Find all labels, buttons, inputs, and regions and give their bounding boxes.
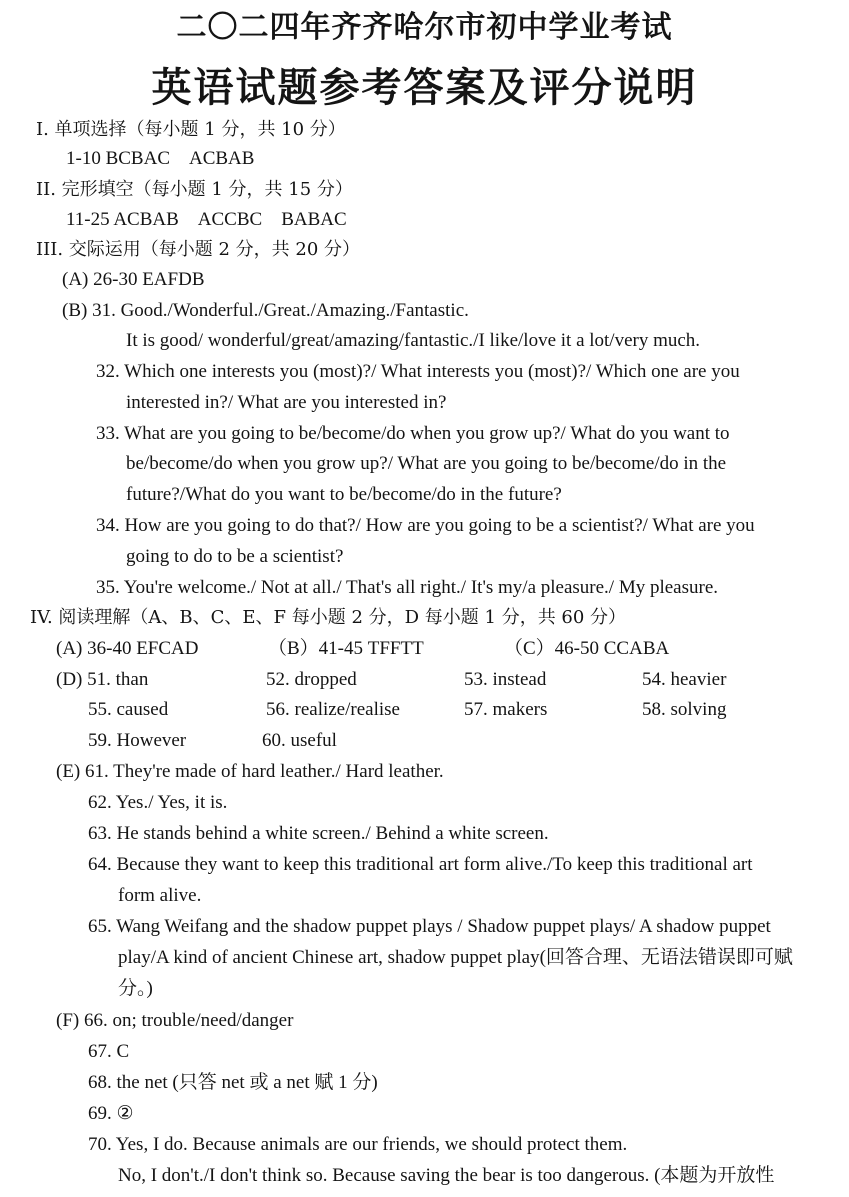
- page-subtitle: 英语试题参考答案及评分说明: [151, 65, 698, 111]
- answer-33-line-3: future?/What do you want to be/become/do in the future?: [126, 484, 562, 505]
- section-4a-answers: (A) 36-40 EFCAD: [56, 638, 199, 659]
- section-2-heading: II. 完形填空（每小题 1 分，共 15 分）: [36, 179, 353, 200]
- section-3-heading: III. 交际运用（每小题 2 分，共 20 分）: [36, 239, 361, 260]
- answer-31-line-2: It is good/ wonderful/great/amazing/fantastic./I like/love it a lot/very much.: [126, 330, 701, 351]
- answer-55: 55. caused: [88, 699, 169, 720]
- answer-32-line-1: 32. Which one interests you (most)?/ What interests you (most)?/ Which one are you: [96, 361, 740, 382]
- answer-54: 54. heavier: [642, 669, 727, 690]
- answer-67: 67. C: [88, 1041, 130, 1062]
- section-4-heading: IV. 阅读理解（A、B、C、E、F 每小题 2 分，D 每小题 1 分，共 60 分）: [30, 607, 627, 628]
- section-1-heading: I. 单项选择（每小题 1 分，共 10 分）: [36, 119, 346, 140]
- section-2-answers: 11-25 ACBAB ACCBC BABAC: [66, 209, 347, 230]
- answer-68: 68. the net (只答 net 或 a net 赋 1 分): [88, 1072, 378, 1093]
- answer-58: 58. solving: [642, 699, 727, 720]
- answer-70-line-1: 70. Yes, I do. Because animals are our friends, we should protect them.: [88, 1134, 628, 1155]
- answer-34-line-2: going to do to be a scientist?: [126, 546, 344, 567]
- answer-69: 69. ②: [88, 1103, 134, 1124]
- answer-70-line-2: No, I don't./I don't think so. Because saving the bear is too dangerous. (本题为开放性: [118, 1165, 775, 1186]
- answer-34-line-1: 34. How are you going to do that?/ How are you going to be a scientist?/ What are you: [96, 515, 755, 536]
- answer-61: (E) 61. They're made of hard leather./ Hard leather.: [56, 761, 444, 782]
- answer-65-line-3: 分。): [118, 978, 153, 999]
- answer-65-line-1: 65. Wang Weifang and the shadow puppet plays / Shadow puppet plays/ A shadow puppet: [88, 916, 771, 937]
- answer-63: 63. He stands behind a white screen./ Behind a white screen.: [88, 823, 549, 844]
- answer-66: (F) 66. on; trouble/need/danger: [56, 1010, 294, 1031]
- answer-62: 62. Yes./ Yes, it is.: [88, 792, 228, 813]
- answer-59: 59. However: [88, 730, 187, 751]
- section-4b-answers: （B）41-45 TFFTT: [268, 638, 424, 659]
- page-title: 二〇二四年齐齐哈尔市初中学业考试: [176, 10, 673, 45]
- answer-32-line-2: interested in?/ What are you interested in?: [126, 392, 447, 413]
- answer-33-line-2: be/become/do when you grow up?/ What are you going to be/become/do in the: [126, 453, 727, 474]
- answer-64-line-1: 64. Because they want to keep this traditional art form alive./To keep this traditional art: [88, 854, 753, 875]
- section-1-answers: 1-10 BCBAC ACBAB: [66, 148, 255, 169]
- answer-35: 35. You're welcome./ Not at all./ That's all right./ It's my/a pleasure./ My pleasure.: [96, 577, 719, 598]
- answer-65-line-2: play/A kind of ancient Chinese art, shadow puppet play(回答合理、无语法错误即可赋: [118, 947, 793, 968]
- answer-60: 60. useful: [262, 730, 337, 751]
- answer-31-line-1: (B) 31. Good./Wonderful./Great./Amazing./Fantastic.: [62, 300, 469, 321]
- answer-64-line-2: form alive.: [118, 885, 202, 906]
- answer-33-line-1: 33. What are you going to be/become/do when you grow up?/ What do you want to: [96, 423, 730, 444]
- answer-57: 57. makers: [464, 699, 548, 720]
- answer-52: 52. dropped: [266, 669, 357, 690]
- answer-56: 56. realize/realise: [266, 699, 400, 720]
- answer-51: (D) 51. than: [56, 669, 149, 690]
- answer-53: 53. instead: [464, 669, 547, 690]
- section-3a-answers: (A) 26-30 EAFDB: [62, 269, 205, 290]
- section-4c-answers: （C）46-50 CCABA: [504, 638, 670, 659]
